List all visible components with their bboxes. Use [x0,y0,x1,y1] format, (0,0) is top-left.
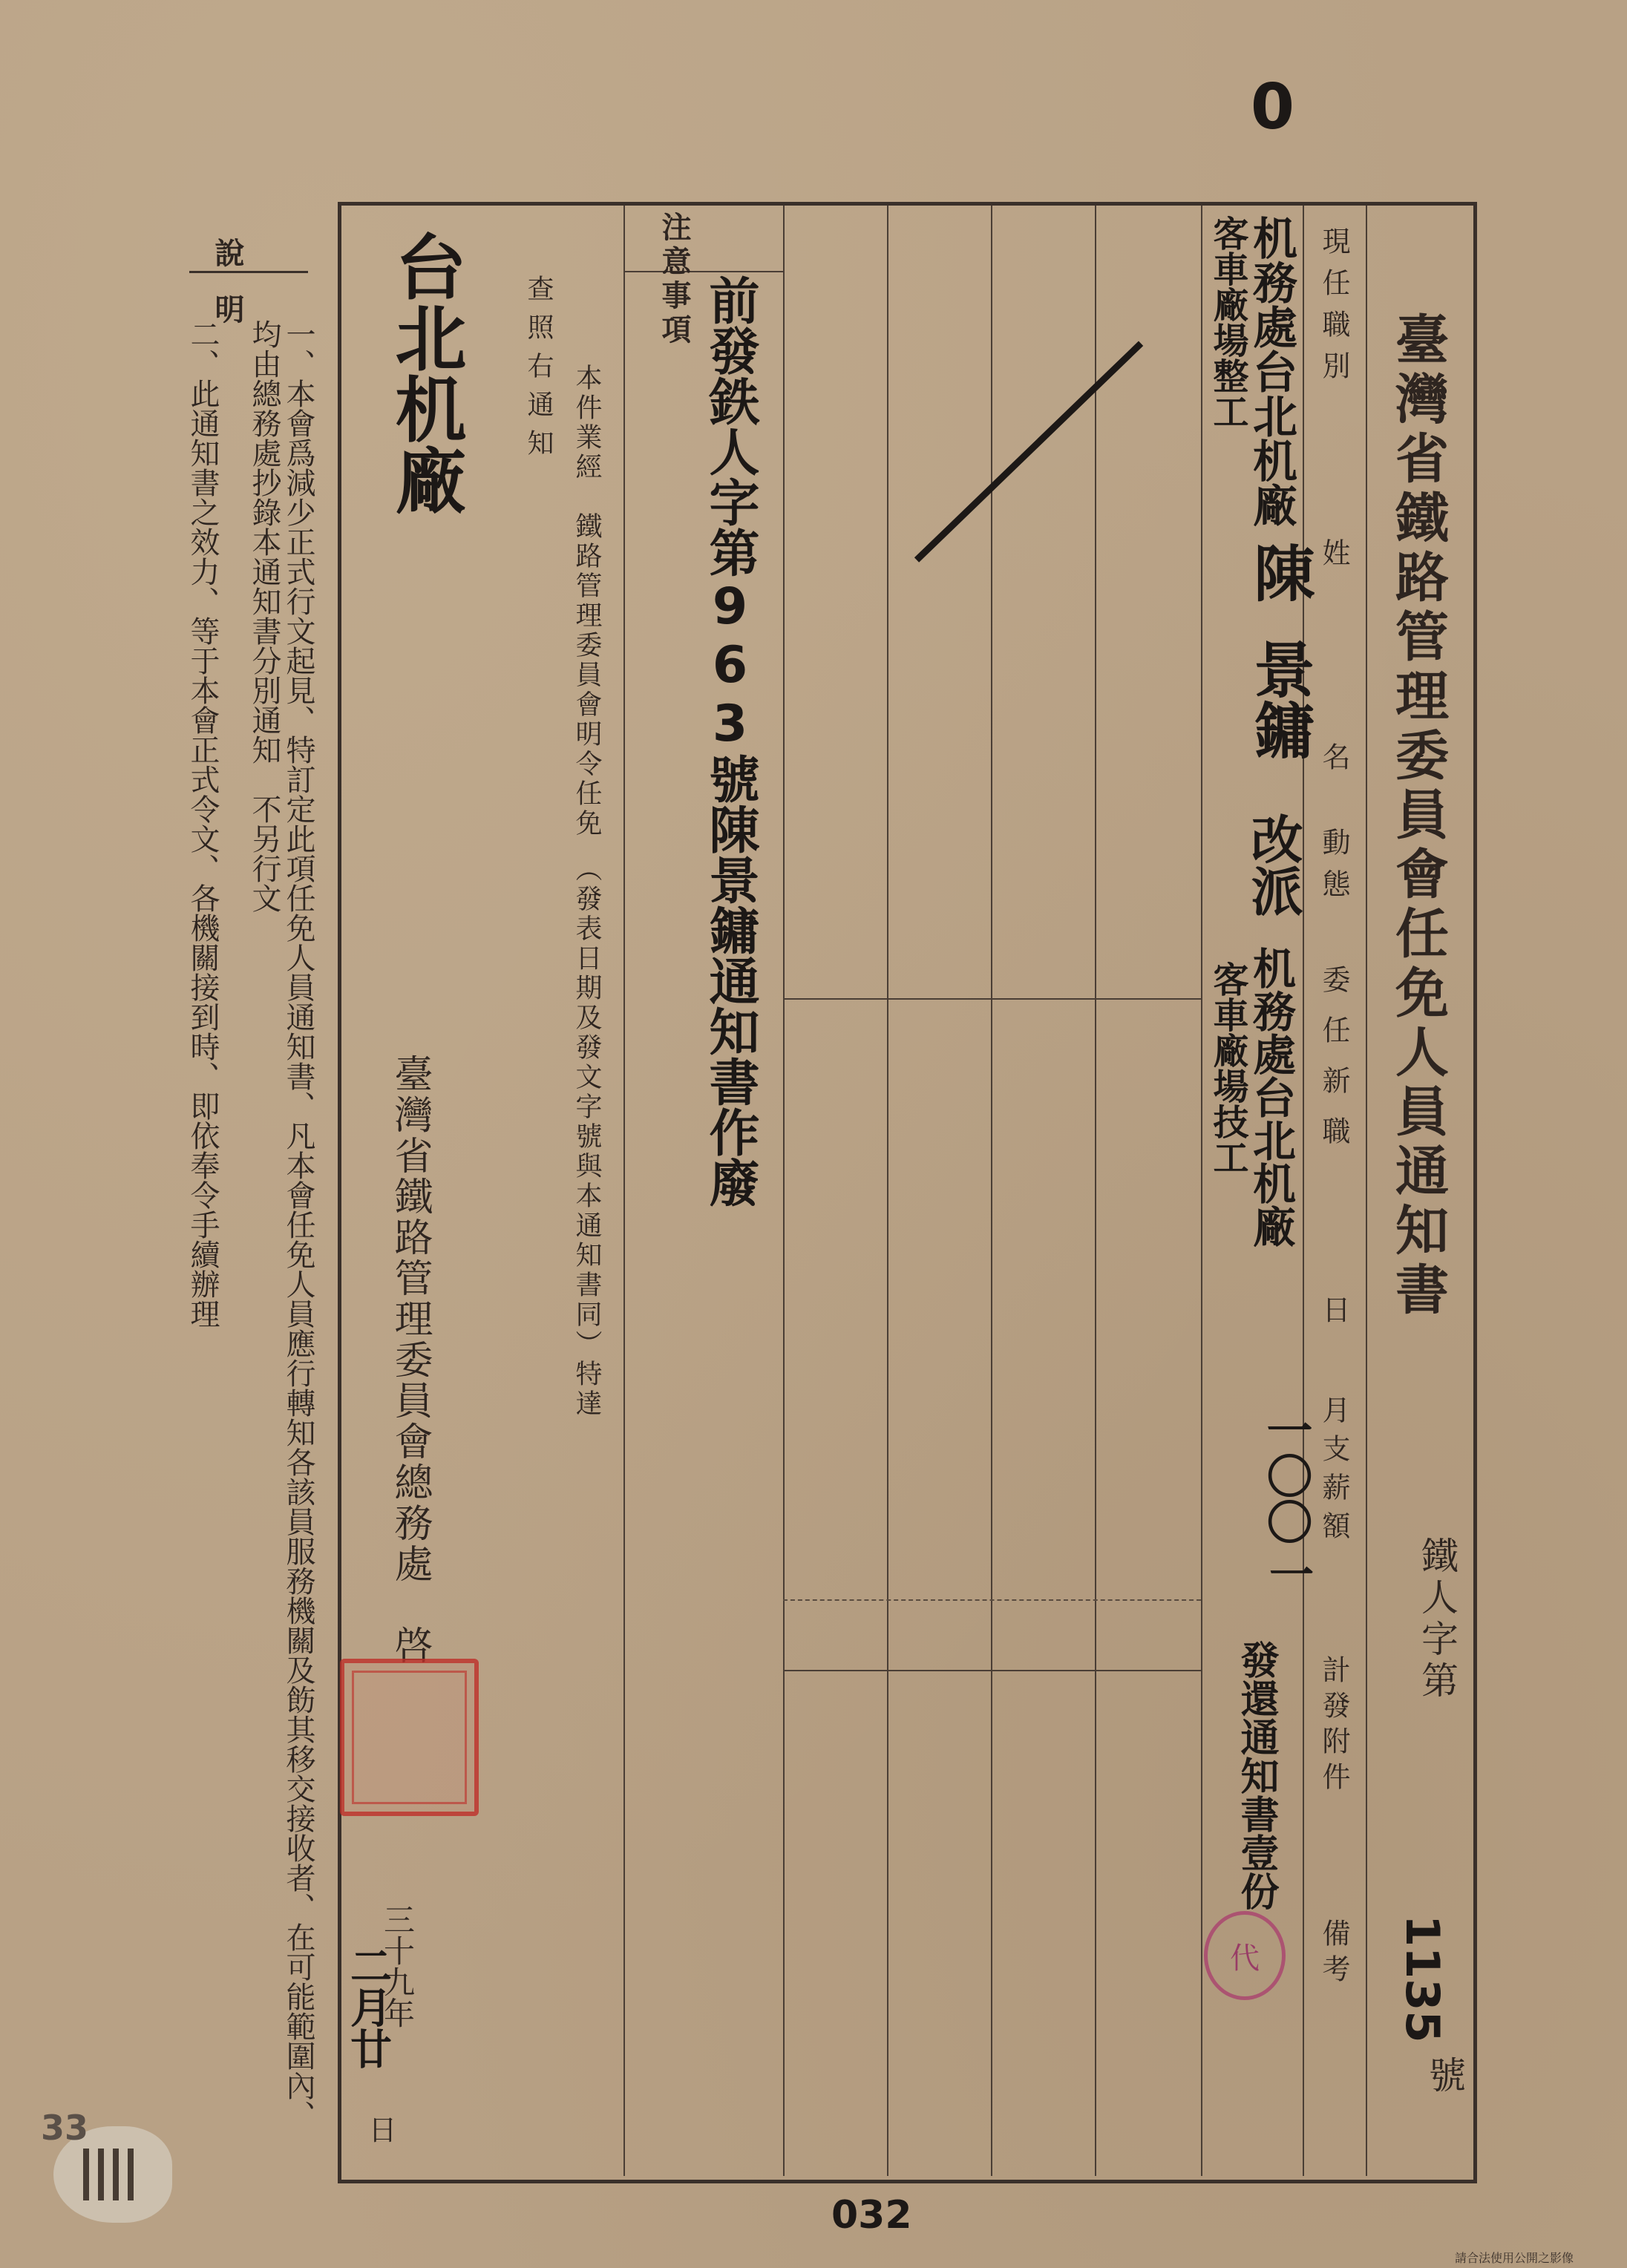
explanation-header: 說明 [210,237,245,350]
date-day-suffix: 日 [364,2115,396,2143]
date-year: 三十九年 [379,1904,416,2028]
recipient-handwritten: 台北机廠 [384,230,467,515]
label-monthly-salary: 月支薪額 [1317,1395,1350,1550]
date-month-day: 二月廿 [344,1944,392,2069]
doc-number-prefix: 鐵人字第 [1415,1536,1459,1702]
grid-line [783,1599,1201,1601]
label-remarks: 備考 [1317,1918,1350,1990]
margin-mark-left: 33 [41,2108,89,2148]
label-effective-day: 日 [1317,1295,1350,1323]
body-text-line2: 查照右通知 [523,275,554,468]
page-number: 032 [831,2193,912,2238]
day-entry: 一 [1262,1551,1314,1596]
official-stamp [340,1659,479,1816]
grid-line [887,206,888,2176]
notes-header: 注意事項 [657,212,692,348]
grid-line [1201,206,1202,2176]
label-surname: 姓 [1317,538,1350,566]
current-position-entry-line2: 客車廠場整工 [1207,215,1248,429]
grid-line [783,998,1201,1000]
notes-header-line [623,271,783,272]
grid-line [783,1670,1201,1671]
grid-line [1366,206,1367,2176]
label-new-position: 委任新職 [1317,965,1350,1167]
explanation-item-1: 一、本會爲減少正式行文起見、特訂定此項任免人員通知書、凡本會任免人員應行轉知各該員服務機關及飭其移交接收者、在可能範圍內、均由總務處抄錄本通知書分別通知 不另行文 [247,319,315,2130]
grid-line [1095,206,1096,2176]
salary-entry: 一〇〇 [1259,1406,1313,1544]
document-title: 臺灣省鐵路管理委員會任免人員通知書 [1387,312,1450,1321]
attachment-entry: 發還通知書壹份 [1234,1640,1278,1910]
surname-entry: 陳 [1244,542,1315,603]
issuer-name: 臺灣省鐵路管理委員會總務處 啓 [387,1054,432,1666]
new-position-entry: 机務處台北机廠 [1245,946,1296,1248]
new-position-entry-line2: 客車廠場技工 [1207,961,1248,1175]
footer-note: 請合法使用公開之影像 [1455,2251,1574,2265]
current-position-entry: 机務處台北机廠 [1245,215,1297,527]
label-current-position: 現任職別 [1317,226,1350,393]
label-given-name: 名 [1317,742,1350,770]
grid-line [991,206,992,2176]
grid-line [623,206,625,2176]
label-attachments: 計發附件 [1317,1655,1350,1797]
grid-line [783,206,785,2176]
doc-number-suffix: 號 [1423,2056,1466,2093]
form-frame [338,202,1477,2183]
explanation-item-2: 二、此通知書之效力、等于本會正式令文、各機關接到時、即依奉令手續辦理 [186,319,220,1328]
given-name-entry: 景鏞 [1244,638,1315,760]
margin-mark-top: 0 [1236,71,1309,144]
status-change-entry: 改派 [1243,813,1303,917]
body-text-line1: 本件業經 鐵路管理委員會明令任免 （發表日期及發文字號與本通知書同）特達 [572,364,602,1419]
remarks-seal: 代 [1204,1911,1286,2000]
doc-number-handwritten: 1135 [1395,1915,1450,2043]
explanation-underline [189,271,308,273]
notes-handwritten: 前發鉄人字第963號陳景鏞通知書作廢 [701,275,759,1207]
label-status-change: 動態 [1317,827,1350,911]
